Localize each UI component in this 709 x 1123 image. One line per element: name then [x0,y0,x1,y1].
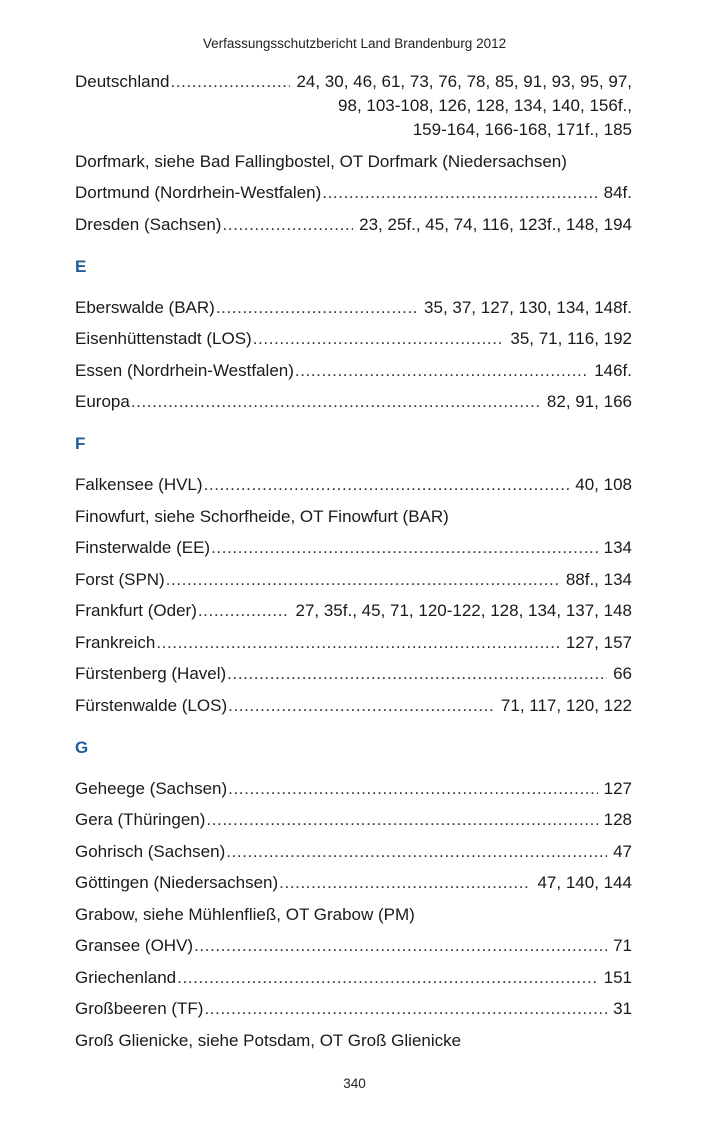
index-entry-row [75,840,632,864]
index-page-refs: 84f. [603,183,632,202]
letter-heading-g: G [75,737,89,757]
dot-leader [216,296,418,320]
index-page-refs: 47, 140, 144 [537,873,632,892]
index-entry [75,966,632,990]
dot-leader [253,327,505,351]
dot-leader [204,997,607,1021]
index-entry-row [75,777,632,801]
index-entry-row [75,599,632,623]
index-term: Finowfurt, siehe Schorfheide, OT Finowfurt (BAR) [75,506,449,526]
dot-leader [226,840,607,864]
index-entry [75,568,632,592]
index-page-refs: 35, 37, 127, 130, 134, 148f. [424,297,632,317]
index-term: Geheege (Sachsen) [75,778,228,798]
index-term: Gohrisch (Sachsen) [75,841,226,861]
index-term: Frankfurt (Oder) [75,601,197,620]
index-entry [75,327,632,351]
index-page-refs: 40, 108 [575,475,632,494]
index-entry-row [75,934,632,958]
index-page-refs: 23, 25f., 45, 74, 116, 123f., 148, 194 [359,214,632,234]
index-entry [75,871,632,895]
index-page-refs: 71 [613,936,632,955]
index-entry-row [75,181,632,205]
index-entry-row [75,327,632,351]
index-term: Fürstenwalde (LOS) [75,695,228,715]
index-entry-row [75,505,632,529]
index-section-d [75,70,632,237]
index-term: Gransee (OHV) [75,936,194,955]
index-term: Groß Glienicke, siehe Potsdam, OT Groß Glienicke [75,1030,462,1050]
dot-leader [131,390,541,414]
index-page-refs: 27, 35f., 45, 71, 120-122, 128, 134, 137, 148 [295,601,632,620]
index-term: Grabow, siehe Mühlenfließ, OT Grabow (PM) [75,904,415,924]
index-term: Gera (Thüringen) [75,810,206,829]
index-entry [75,181,632,205]
dot-leader [222,213,353,237]
index-term: Forst (SPN) [75,569,165,589]
index-entry [75,694,632,718]
index-entry [75,473,632,497]
index-entry [75,70,632,142]
dot-leader [194,934,607,958]
index-entry [75,150,632,174]
index-page-refs: 127 [603,778,632,798]
index-page-refs: 151 [603,967,632,987]
dot-leader [295,359,588,383]
index-page-refs-continued: 98, 103-108, 126, 128, 134, 140, 156f., [338,96,632,115]
dot-leader [206,808,597,832]
index-page-refs: 24, 30, 46, 61, 73, 76, 78, 85, 91, 93, 95, 97, [296,72,632,91]
index-entry [75,296,632,320]
index-entry-row [75,568,632,592]
index-term: Fürstenberg (Havel) [75,664,227,683]
index-entry [75,934,632,958]
running-header: Verfassungsschutzbericht Land Brandenburg 2012 [202,36,507,51]
index-entry-row [75,903,632,927]
index-entry-row [75,150,632,174]
dot-leader [177,966,598,990]
index-page-refs: 146f. [594,360,632,380]
index-entry [75,777,632,801]
index-term: Deutschland [75,72,170,91]
dot-leader [211,536,598,560]
index-page-refs: 47 [613,841,632,861]
index-page-refs: 88f., 134 [565,569,632,589]
index-entry [75,390,632,414]
index-term: Großbeeren (TF) [75,999,204,1018]
index-entry-row [75,536,632,560]
index-entry [75,536,632,560]
index-entry [75,903,632,927]
index-entry-row [75,213,632,237]
index-entry [75,840,632,864]
index-entry [75,631,632,655]
index-term: Dorfmark, siehe Bad Fallingbostel, OT Dorfmark (Niedersachsen) [75,151,567,171]
dot-leader [171,70,291,94]
index-page-refs: 35, 71, 116, 192 [510,329,632,348]
index-page-refs: 71, 117, 120, 122 [500,695,632,715]
index-term: Eberswalde (BAR) [75,297,215,317]
dot-leader [322,181,597,205]
dot-leader [227,662,607,686]
index-entry [75,359,632,383]
index-entry [75,662,632,686]
dot-leader [156,631,560,655]
letter-heading-f: F [75,434,86,453]
index-entry [75,808,632,832]
dot-leader [228,694,495,718]
index-page-refs: 66 [613,664,632,683]
index-term: Dresden (Sachsen) [75,214,222,234]
index-page-refs: 82, 91, 166 [546,392,632,411]
index-entry-row [75,1029,632,1053]
index-list [75,70,632,1060]
index-term: Finsterwalde (EE) [75,538,211,557]
index-entry-row [75,871,632,895]
index-entry [75,213,632,237]
dot-leader [166,568,560,592]
index-page-refs-continued: 159-164, 166-168, 171f., 185 [412,120,632,139]
index-entry-row [75,808,632,832]
dot-leader [204,473,570,497]
index-entry-row [75,662,632,686]
index-term: Frankreich [75,632,156,652]
page-number: 340 [343,1076,366,1091]
index-term: Dortmund (Nordrhein-Westfalen) [75,183,322,202]
dot-leader [228,777,597,801]
index-entry-row [75,997,632,1021]
dot-leader [198,599,290,623]
index-page-refs: 31 [613,999,632,1018]
index-term: Göttingen (Niedersachsen) [75,873,279,892]
index-section-g [75,777,632,1053]
index-term: Griechenland [75,967,177,987]
index-page-refs: 128 [603,810,632,829]
index-entry [75,599,632,623]
index-entry [75,505,632,529]
index-entry-row [75,473,632,497]
index-entry [75,1029,632,1053]
index-entry-row [75,296,632,320]
index-entry [75,997,632,1021]
index-section-f [75,473,632,718]
dot-leader [279,871,531,895]
index-entry-row [75,631,632,655]
index-page-refs: 134 [603,538,632,557]
index-entry-row [75,390,632,414]
index-entry-row [75,966,632,990]
index-entry-row [75,70,632,94]
index-term: Falkensee (HVL) [75,475,203,494]
index-term: Eisenhüttenstadt (LOS) [75,329,252,348]
index-term: Europa [75,392,130,411]
index-entry-row [75,694,632,718]
letter-heading-e: E [75,256,87,276]
index-entry-row [75,359,632,383]
index-section-e [75,296,632,415]
index-page-refs: 127, 157 [565,632,632,652]
index-term: Essen (Nordrhein-Westfalen) [75,360,294,380]
